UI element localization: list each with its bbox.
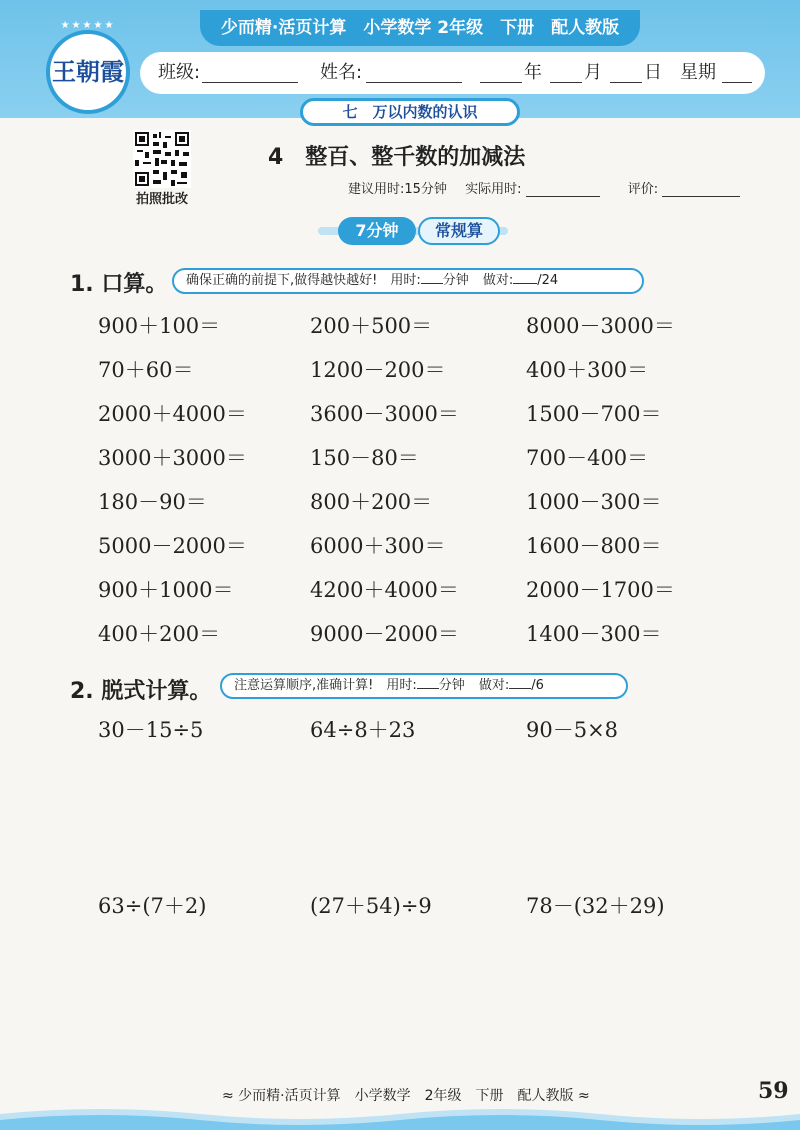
star-icon: ★★★★★ xyxy=(60,20,116,31)
oral-calc-item: 700－400＝ xyxy=(526,446,649,470)
oral-calc-item: 1200－200＝ xyxy=(310,358,446,382)
oral-calc-item: 1000－300＝ xyxy=(526,490,662,514)
time-badge: 7分钟 xyxy=(338,217,416,245)
oral-calc-item: 9000－2000＝ xyxy=(310,622,459,646)
oral-calc-item: 150－80＝ xyxy=(310,446,419,470)
oral-calc-item: 1600－800＝ xyxy=(526,534,662,558)
name-field[interactable] xyxy=(366,82,462,83)
section-name: 常规算 xyxy=(418,217,500,245)
oral-calc-item: 8000－3000＝ xyxy=(526,314,675,338)
oral-calc-item: 800＋200＝ xyxy=(310,490,433,514)
oral-calc-item: 2000＋4000＝ xyxy=(98,402,247,426)
oral-calc-item: 900＋1000＝ xyxy=(98,578,234,602)
oral-calc-item: 1400－300＝ xyxy=(526,622,662,646)
unit-title: 七 万以内数的认识 xyxy=(300,98,520,126)
oral-calc-item: 70＋60＝ xyxy=(98,358,194,382)
weekday-field[interactable] xyxy=(722,82,752,83)
step-calc-item: (27＋54)÷9 xyxy=(310,894,432,918)
oral-calc-item: 400＋200＝ xyxy=(98,622,221,646)
oral-calc-item: 3000＋3000＝ xyxy=(98,446,247,470)
class-field[interactable] xyxy=(202,82,298,83)
oral-calc-item: 5000－2000＝ xyxy=(98,534,247,558)
year-field[interactable] xyxy=(480,82,522,83)
page-number: 59 xyxy=(758,1078,789,1104)
student-info-bar xyxy=(140,52,765,94)
qr-label: 拍照批改 xyxy=(135,192,188,207)
brand-name: 王朝霞 xyxy=(52,57,124,86)
oral-calc-item: 180－90＝ xyxy=(98,490,207,514)
month-label: 月 xyxy=(584,62,602,83)
q2-note: 注意运算顺序,准确计算! 用时: 分钟 做对: /6 xyxy=(220,673,628,699)
suggested-time: 建议用时:15分钟 xyxy=(348,182,447,197)
q2-correct-field[interactable] xyxy=(509,688,531,689)
oral-calc-item: 3600－3000＝ xyxy=(310,402,459,426)
q2-time-field[interactable] xyxy=(417,688,439,689)
rating-label: 评价: xyxy=(627,182,659,197)
q1-note: 确保正确的前提下,做得越快越好! 用时: 分钟 做对: /24 xyxy=(172,268,644,294)
class-label: 班级: xyxy=(158,62,201,83)
rating-field[interactable] xyxy=(662,196,740,197)
actual-time-label: 实际用时: xyxy=(465,182,522,197)
q2-heading: 2. 脱式计算。 xyxy=(70,679,212,704)
month-field[interactable] xyxy=(550,82,582,83)
step-calc-item: 90－5×8 xyxy=(526,718,619,742)
qr-code-icon[interactable] xyxy=(133,130,191,188)
oral-calc-item: 900＋100＝ xyxy=(98,314,221,338)
q1-time-field[interactable] xyxy=(421,283,443,284)
oral-calc-item: 400＋300＝ xyxy=(526,358,649,382)
q1-heading: 1. 口算。 xyxy=(70,272,168,297)
step-calc-item: 78－(32＋29) xyxy=(526,894,665,918)
lesson-title: 4 整百、整千数的加减法 xyxy=(268,145,526,170)
step-calc-item: 64÷8＋23 xyxy=(310,718,416,742)
day-label: 日 xyxy=(644,62,662,83)
step-calc-item: 63÷(7＋2) xyxy=(98,894,207,918)
name-label: 姓名: xyxy=(320,62,363,83)
step-calc-item: 30－15÷5 xyxy=(98,718,204,742)
series-title: 少而精·活页计算 小学数学 2年级 下册 配人教版 xyxy=(200,10,640,46)
weekday-label: 星期 xyxy=(680,62,716,83)
footer-text: ≈ 少而精·活页计算 小学数学 2年级 下册 配人教版 ≈ xyxy=(222,1088,590,1104)
oral-calc-item: 1500－700＝ xyxy=(526,402,662,426)
year-label: 年 xyxy=(524,62,542,83)
section-banner xyxy=(318,216,508,246)
q1-correct-field[interactable] xyxy=(513,283,537,284)
oral-calc-item: 4200＋4000＝ xyxy=(310,578,459,602)
oral-calc-item: 6000＋300＝ xyxy=(310,534,446,558)
time-info xyxy=(348,178,740,197)
brand-logo xyxy=(46,20,130,114)
day-field[interactable] xyxy=(610,82,642,83)
actual-time-field[interactable] xyxy=(526,196,600,197)
oral-calc-item: 2000－1700＝ xyxy=(526,578,675,602)
oral-calc-item: 200＋500＝ xyxy=(310,314,433,338)
